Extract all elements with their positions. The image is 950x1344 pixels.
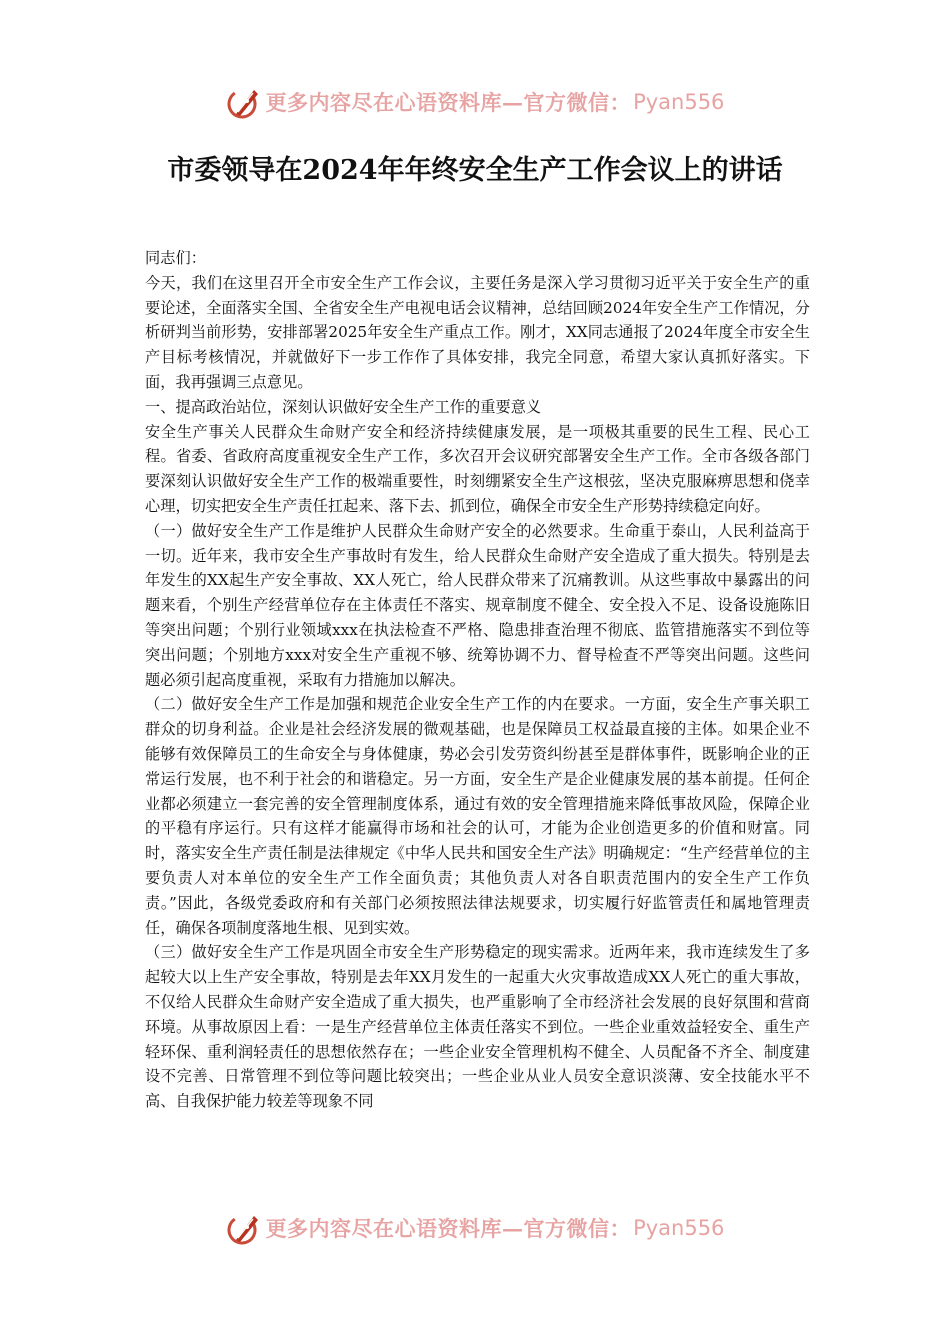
salutation: 同志们：	[145, 249, 206, 267]
header-watermark-banner	[0, 82, 950, 122]
pen-nib-icon	[226, 84, 262, 120]
body-paragraph: （一）做好安全生产工作是维护人民群众生命财产安全的必然要求。生命重于泰山，人民利益高于一切。近年来，我市安全生产事故时有发生，给人民群众生命财产安全造成了重大损失。特别是去年发生的XX起生产安全事故、XX人死亡，给人民群众带来了沉痛教训。从这些事故中暴露出的问题来看，个别生产经营单位存在主体责任不落实、规章制度不健全、安全投入不足、设备设施陈旧等突出问题；个别行业领域xxx在执法检查不严格、隐患排查治理不彻底、监管措施落实不到位等突出问题；个别地方xxx对安全生产重视不够、统筹协调不力、督导检查不严等突出问题。这些问题必须引起高度重视，采取有力措施加以解决。	[145, 521, 810, 689]
banner-text: 更多内容尽在心语资料库—官方微信：	[265, 90, 632, 115]
document-title: 市委领导在2024年年终安全生产工作会议上的讲话	[167, 155, 783, 186]
body-paragraph: （三）做好安全生产工作是巩固全市安全生产形势稳定的现实需求。近两年来，我市连续发生了多起较大以上生产安全事故，特别是去年XX月发生的一起重大火灾事故造成XX人死亡的重大事故，不仅给人民群众生命财产安全造成了重大损失，也严重影响了全市经济社会发展的良好氛围和营商环境。从事故原因上看：一是生产经营单位主体责任落实不到位。一些企业重效益轻安全、重生产轻环保、重利润轻责任的思想依然存在；一些企业安全管理机构不健全、人员配备不齐全、制度建设不完善、日常管理不到位等问题比较突出；一些企业从业人员安全意识淡薄、安全技能水平不高、自我保护能力较差等现象不同	[145, 943, 810, 1111]
banner-text: 更多内容尽在心语资料库—官方微信：	[265, 1216, 632, 1241]
pen-nib-icon	[226, 1210, 262, 1246]
footer-watermark-banner	[0, 1208, 950, 1248]
body-paragraph: 安全生产事关人民群众生命财产安全和经济持续健康发展，是一项极其重要的民生工程、民心工程。省委、省政府高度重视安全生产工作，多次召开会议研究部署安全生产工作。全市各级各部门要深刻认识做好安全生产工作的极端重要性，时刻绷紧安全生产这根弦，坚决克服麻痹思想和侥幸心理，切实把安全生产责任扛起来、落下去、抓到位，确保全市安全生产形势持续稳定向好。	[145, 422, 810, 515]
banner-wechat-id: Pyan556	[633, 90, 725, 114]
section-heading: 一、提高政治站位，深刻认识做好安全生产工作的重要意义	[145, 397, 542, 416]
banner-wechat-id: Pyan556	[633, 1216, 725, 1240]
body-paragraph: 今天，我们在这里召开全市安全生产工作会议，主要任务是深入学习贯彻习近平关于安全生产的重要论述，全面落实全国、全省安全生产电视电话会议精神，总结回顾2024年安全生产工作情况，分析研判当前形势，安排部署2025年安全生产重点工作。刚才，XX同志通报了2024年度全市安全生产目标考核情况，并就做好下一步工作作了具体安排，我完全同意，希望大家认真抓好落实。下面，我再强调三点意见。	[145, 273, 810, 391]
body-paragraph: （二）做好安全生产工作是加强和规范企业安全生产工作的内在要求。一方面，安全生产事关职工群众的切身利益。企业是社会经济发展的微观基础，也是保障员工权益最直接的主体。如果企业不能够有效保障员工的生命安全与身体健康，势必会引发劳资纠纷甚至是群体事件，既影响企业的正常运行发展，也不利于社会的和谐稳定。另一方面，安全生产是企业健康发展的基本前提。任何企业都必须建立一套完善的安全管理制度体系，通过有效的安全管理措施来降低事故风险，保障企业的平稳有序运行。只有这样才能赢得市场和社会的认可，才能为企业创造更多的价值和财富。同时，落实安全生产责任制是法律规定《中华人民共和国安全生产法》明确规定：“生产经营单位的主要负责人对本单位的安全生产工作全面负责；其他负责人对各自职责范围内的安全生产工作负责。”因此，各级党委政府和有关部门必须按照法律法规要求，切实履行好监管责任和属地管理责任，确保各项制度落地生根、见到实效。	[145, 695, 810, 937]
document-body	[145, 246, 810, 1114]
